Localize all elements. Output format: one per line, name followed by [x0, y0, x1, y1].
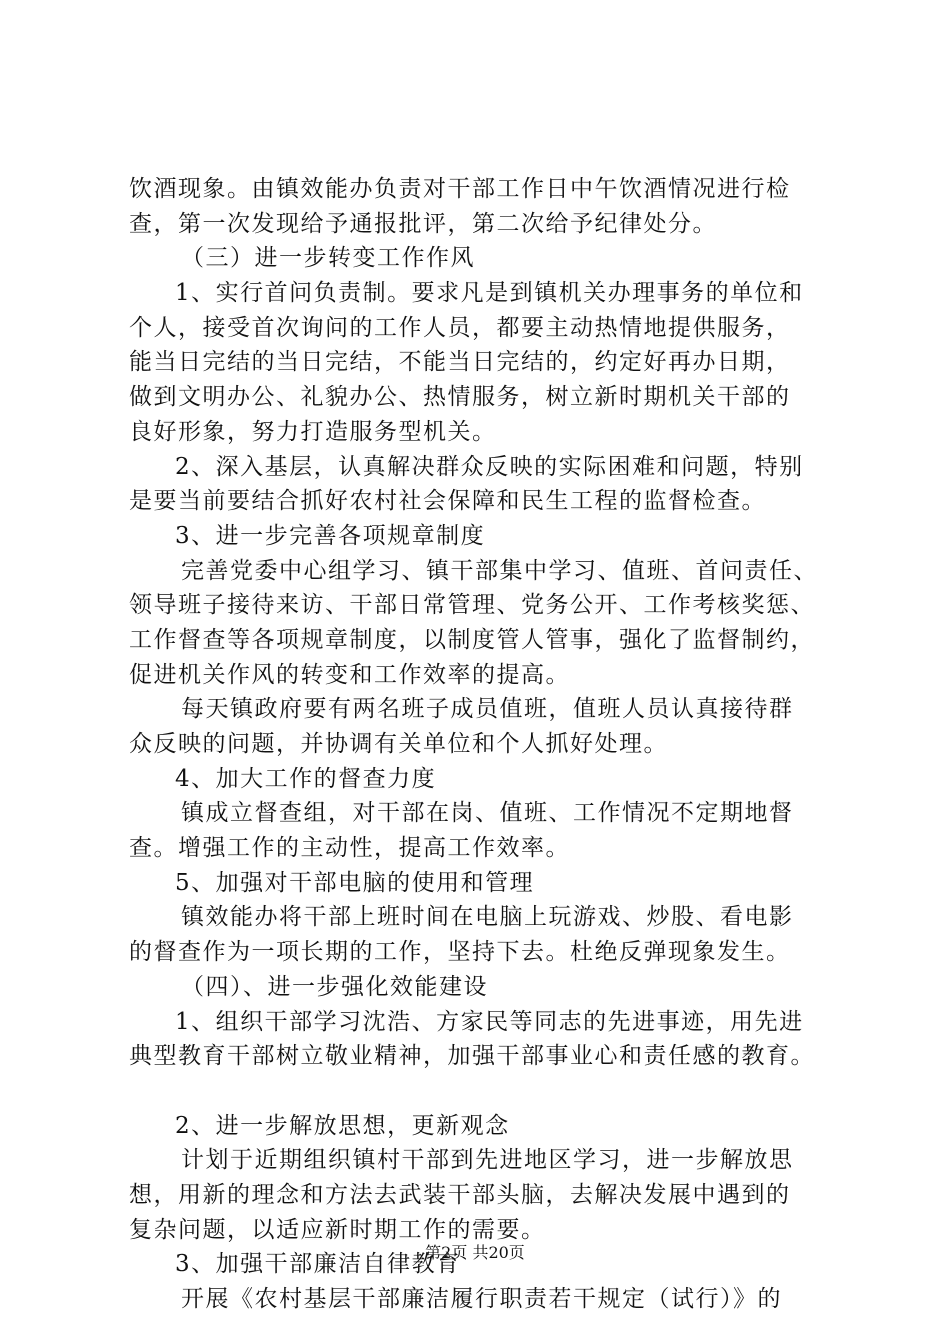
text-line	[129, 1074, 851, 1109]
text-line: 3、进一步完善各项规章制度	[175, 522, 486, 549]
text-line: 3、加强干部廉洁自律教育	[175, 1251, 461, 1278]
text-line: （三）进一步转变工作作风	[181, 245, 475, 272]
text-line: （四）、进一步强化效能建设	[181, 973, 488, 1000]
text-line: 镇效能办将干部上班时间在电脑上玩游戏、炒股、看电影	[181, 904, 794, 931]
text-line: 完善党委中心组学习、镇干部集中学习、值班、首问责任、	[181, 557, 818, 584]
text-line: 查。增强工作的主动性，提高工作效率。	[129, 835, 570, 862]
text-line: 个人，接受首次询问的工作人员，都要主动热情地提供服务，	[129, 314, 791, 341]
text-line: 典型教育干部树立敬业精神，加强干部事业心和责任感的教育。	[129, 1043, 815, 1070]
text-line: 众反映的问题，并协调有关单位和个人抓好处理。	[129, 731, 668, 757]
text-line: 每天镇政府要有两名班子成员值班，值班人员认真接待群	[181, 696, 794, 723]
text-line: 能当日完结的当日完结，不能当日完结的，约定好再办日期，	[129, 349, 791, 376]
page-footer: 第2页 共20页	[425, 1243, 525, 1262]
text-line: 想，用新的理念和方法去武装干部头脑，去解决发展中遇到的	[129, 1181, 791, 1208]
text-line: 1、实行首问负责制。要求凡是到镇机关办理事务的单位和	[175, 280, 804, 307]
text-line: 查，第一次发现给予通报批评，第二次给予纪律处分。	[129, 210, 717, 237]
text-line: 5、加强对干部电脑的使用和管理	[175, 869, 535, 896]
text-line: 的督查作为一项长期的工作，坚持下去。杜绝反弹现象发生。	[129, 939, 791, 966]
text-line: 开展《农村基层干部廉洁履行职责若干规定（试行）》的	[181, 1286, 782, 1312]
text-line: 镇成立督查组，对干部在岗、值班、工作情况不定期地督	[181, 800, 794, 827]
text-line: 领导班子接待来访、干部日常管理、党务公开、工作考核奖惩、	[129, 592, 815, 619]
text-line: 1、组织干部学习沈浩、方家民等同志的先进事迹，用先进	[175, 1008, 804, 1035]
text-line: 计划于近期组织镇村干部到先进地区学习，进一步解放思	[181, 1147, 794, 1174]
text-line: 饮酒现象。由镇效能办负责对干部工作日中午饮酒情况进行检	[129, 176, 791, 202]
document-body	[129, 172, 851, 1317]
text-line: 2、深入基层，认真解决群众反映的实际困难和问题，特别	[175, 453, 804, 480]
text-line: 2、进一步解放思想，更新观念	[175, 1112, 510, 1139]
text-line: 是要当前要结合抓好农村社会保障和民生工程的监督检查。	[129, 488, 766, 515]
text-line: 工作督查等各项规章制度，以制度管人管事，强化了监督制约，	[129, 626, 815, 653]
text-line: 复杂问题，以适应新时期工作的需要。	[129, 1216, 546, 1243]
text-line: 做到文明办公、礼貌办公、热情服务，树立新时期机关干部的	[129, 384, 791, 411]
text-line: 良好形象，努力打造服务型机关。	[129, 418, 497, 445]
text-line: 4、加大工作的督查力度	[175, 765, 437, 792]
text-line: 促进机关作风的转变和工作效率的提高。	[129, 661, 570, 688]
